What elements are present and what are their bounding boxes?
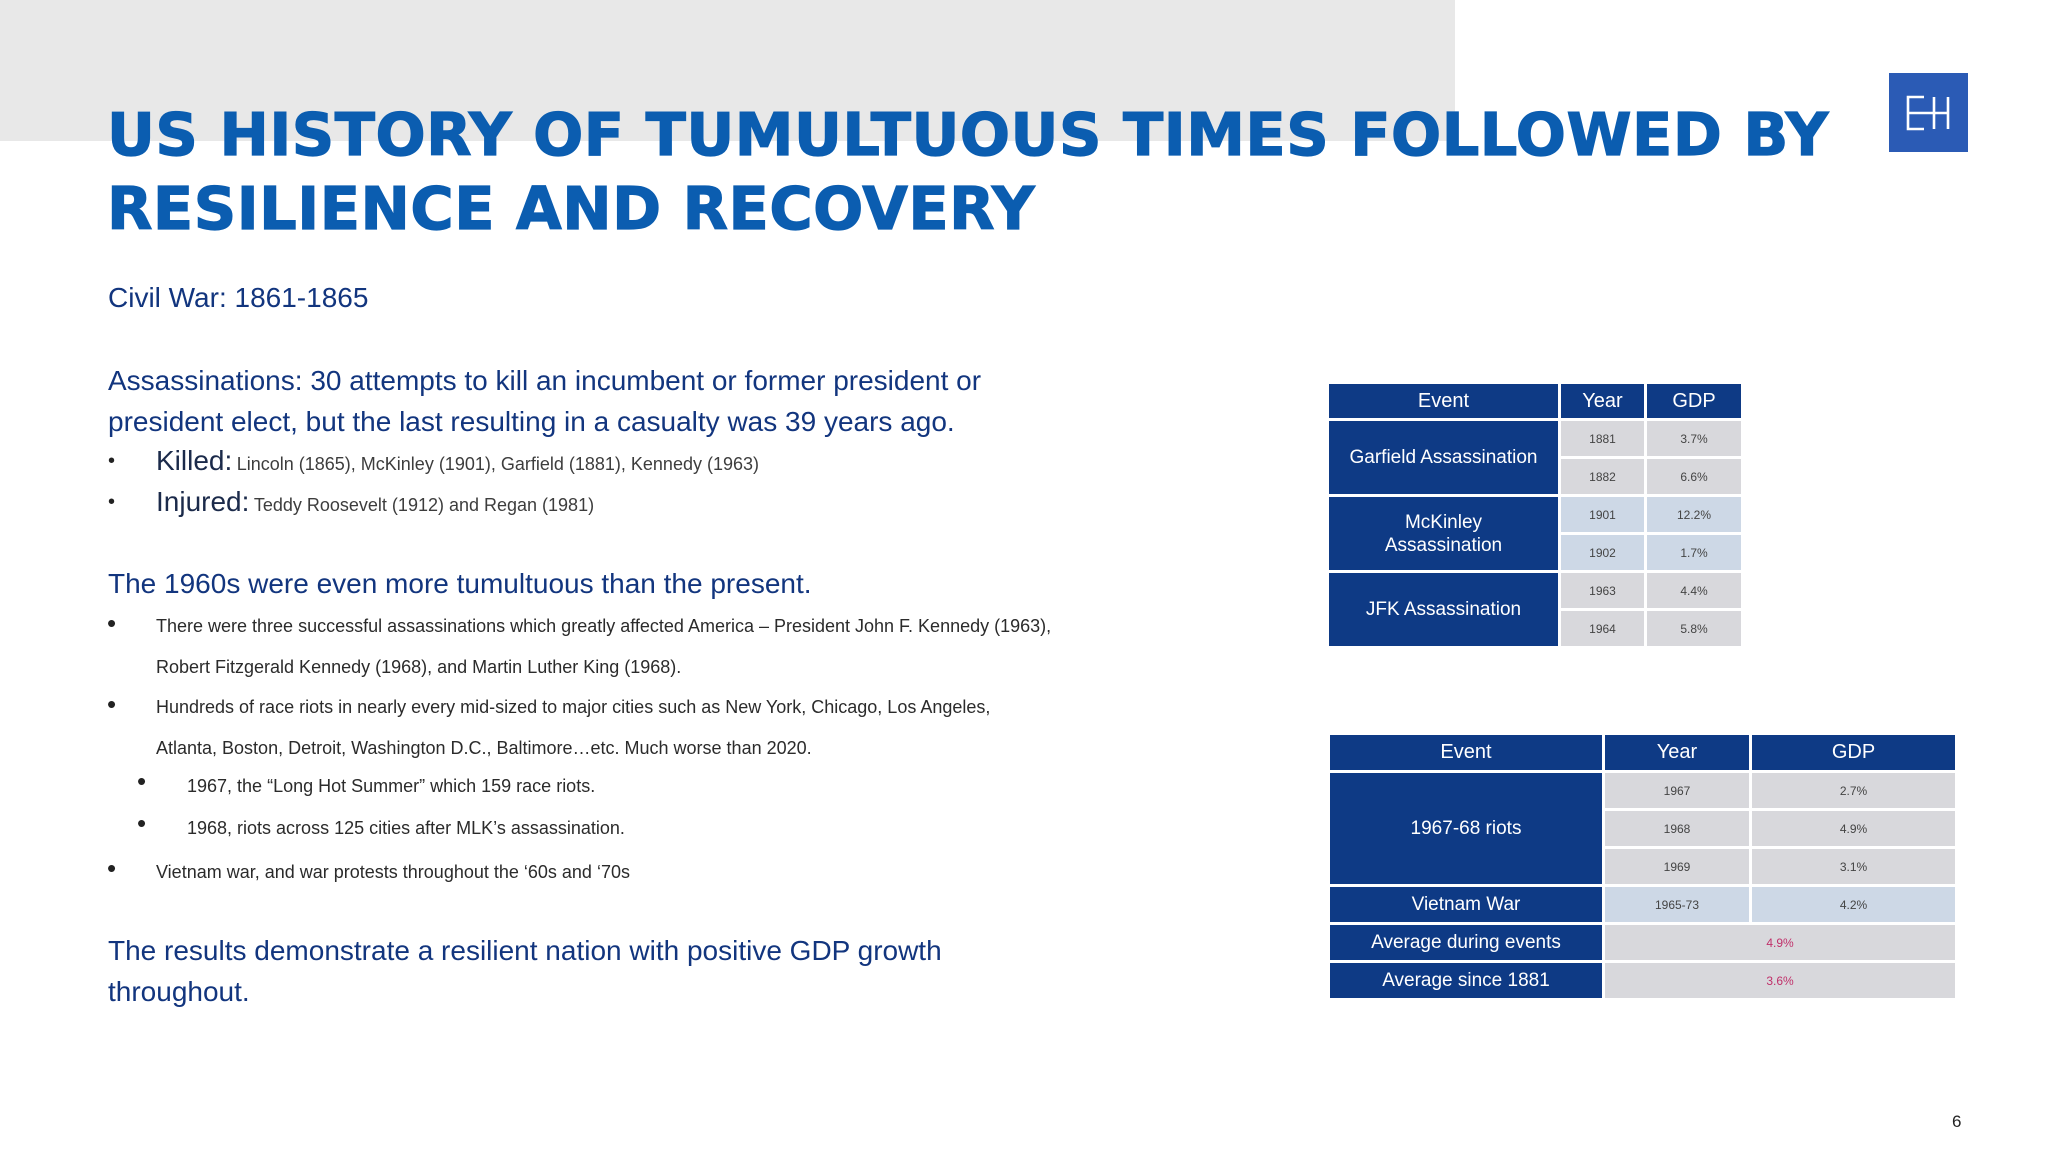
year-cell: 1881 xyxy=(1561,421,1644,456)
year-cell: 1967 xyxy=(1605,773,1749,808)
event-jfk: JFK Assassination xyxy=(1329,573,1558,646)
table-row xyxy=(1330,963,1955,998)
table-row xyxy=(1329,573,1741,608)
assassinations-line-2: president elect, but the last resulting in a casualty was 39 years ago. xyxy=(108,406,955,437)
col-header-gdp: GDP xyxy=(1647,384,1741,418)
col-header-gdp: GDP xyxy=(1752,735,1955,770)
col-header-event: Event xyxy=(1330,735,1602,770)
year-cell: 1964 xyxy=(1561,611,1644,646)
page-title: US HISTORY OF TUMULTUOUS TIMES FOLLOWED BY RESILIENCE AND RECOVERY xyxy=(107,100,1829,243)
average-during-events-value: 4.9% xyxy=(1605,925,1955,960)
killed-bullet xyxy=(156,445,759,477)
gdp-cell: 4.2% xyxy=(1752,887,1955,922)
gdp-cell: 3.1% xyxy=(1752,849,1955,884)
bullet-dot: • xyxy=(107,853,117,883)
killed-label: Killed: xyxy=(156,445,233,476)
col-header-year: Year xyxy=(1605,735,1749,770)
eh-logo-icon xyxy=(1889,73,1968,152)
sixties-bullet-2-line-1: Hundreds of race riots in nearly every mid-sized to major cities such as New York, Chicago, Los Angeles, xyxy=(156,697,991,717)
gdp-cell: 4.9% xyxy=(1752,811,1955,846)
results-line-1: The results demonstrate a resilient nation with positive GDP growth xyxy=(108,935,942,966)
assassinations-line-1: Assassinations: 30 attempts to kill an incumbent or former president or xyxy=(108,365,982,396)
bullet-dot: • xyxy=(137,808,147,838)
bullet-dot: • xyxy=(137,766,147,796)
average-since-1881-value: 3.6% xyxy=(1605,963,1955,998)
bullet-dot: • xyxy=(107,608,117,638)
injured-detail: Teddy Roosevelt (1912) and Regan (1981) xyxy=(253,495,595,515)
bullet-dot: • xyxy=(108,450,116,472)
bullet-dot: • xyxy=(107,689,117,719)
gdp-cell: 1.7% xyxy=(1647,535,1741,570)
col-header-event: Event xyxy=(1329,384,1558,418)
injured-bullet xyxy=(156,486,594,518)
event-garfield: Garfield Assassination xyxy=(1329,421,1558,494)
sixties-bullet-1-line-1: There were three successful assassinations which greatly affected America – President John F. Kennedy (1963), xyxy=(156,616,1052,636)
event-vietnam: Vietnam War xyxy=(1330,887,1602,922)
average-during-events-label: Average during events xyxy=(1330,925,1602,960)
sixties-sub-bullet-1: 1967, the “Long Hot Summer” which 159 race riots. xyxy=(187,776,596,796)
col-header-year: Year xyxy=(1561,384,1644,418)
table-row xyxy=(1330,773,1955,808)
gdp-cell: 4.4% xyxy=(1647,573,1741,608)
year-cell: 1902 xyxy=(1561,535,1644,570)
event-riots: 1967-68 riots xyxy=(1330,773,1602,884)
year-cell: 1968 xyxy=(1605,811,1749,846)
table-row xyxy=(1329,421,1741,456)
bullet-dot: • xyxy=(108,491,116,513)
page-number: 6 xyxy=(1952,1112,1962,1131)
year-cell: 1882 xyxy=(1561,459,1644,494)
sixties-bullet-2-line-2: Atlanta, Boston, Detroit, Washington D.C., Baltimore…etc. Much worse than 2020. xyxy=(156,738,812,758)
year-cell: 1969 xyxy=(1605,849,1749,884)
sixties-heading: The 1960s were even more tumultuous than the present. xyxy=(108,568,812,599)
gdp-cell: 6.6% xyxy=(1647,459,1741,494)
riots-war-gdp-table xyxy=(1327,732,1958,1001)
gdp-cell: 12.2% xyxy=(1647,497,1741,532)
gdp-cell: 2.7% xyxy=(1752,773,1955,808)
gdp-cell: 3.7% xyxy=(1647,421,1741,456)
injured-label: Injured: xyxy=(156,486,250,517)
civil-war-line: Civil War: 1861-1865 xyxy=(108,282,369,313)
year-cell: 1963 xyxy=(1561,573,1644,608)
results-line-2: throughout. xyxy=(108,976,250,1007)
killed-detail: Lincoln (1865), McKinley (1901), Garfield (1881), Kennedy (1963) xyxy=(236,454,759,474)
gdp-cell: 5.8% xyxy=(1647,611,1741,646)
year-cell: 1901 xyxy=(1561,497,1644,532)
sixties-bullet-1-line-2: Robert Fitzgerald Kennedy (1968), and Martin Luther King (1968). xyxy=(156,657,682,677)
table-row xyxy=(1330,887,1955,922)
year-cell: 1965-73 xyxy=(1605,887,1749,922)
event-mckinley: McKinley Assassination xyxy=(1329,497,1558,570)
sixties-bullet-3: Vietnam war, and war protests throughout the ‘60s and ‘70s xyxy=(156,862,630,882)
table-row xyxy=(1330,925,1955,960)
table-row xyxy=(1329,497,1741,532)
average-since-1881-label: Average since 1881 xyxy=(1330,963,1602,998)
assassination-gdp-table xyxy=(1326,381,1744,649)
sixties-sub-bullet-2: 1968, riots across 125 cities after MLK’s assassination. xyxy=(187,818,625,838)
